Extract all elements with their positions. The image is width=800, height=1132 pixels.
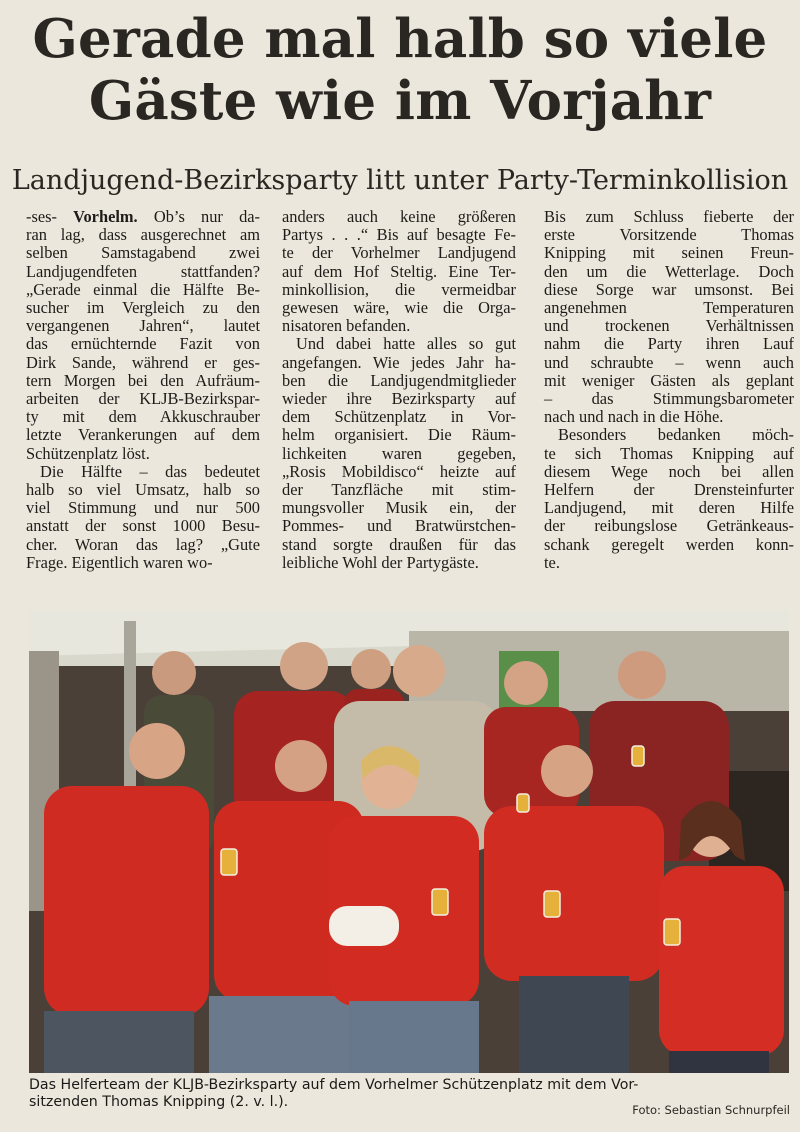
body-text-line xyxy=(282,263,516,281)
body-text-line xyxy=(26,244,260,262)
body-text-line xyxy=(282,426,516,444)
text-segment: Knipping mit seinen Freun- xyxy=(544,243,794,263)
body-text-line xyxy=(544,536,794,554)
text-segment: „Rosis Mobildisco“ heizte auf xyxy=(282,461,516,481)
body-text-line xyxy=(544,554,794,572)
body-text-line xyxy=(26,281,260,299)
body-text-line xyxy=(26,445,260,463)
text-segment: minkollision, die vermeidbar xyxy=(282,279,516,299)
text-segment: stand sorgte draußen für das xyxy=(282,534,516,554)
text-segment: und trockenen Verhältnissen xyxy=(544,316,794,336)
body-text-line xyxy=(544,481,794,499)
text-segment: das ernüchternde Fazit von xyxy=(26,334,260,354)
text-segment: Die Hälfte – das bedeutet xyxy=(40,461,260,481)
text-segment: -ses- xyxy=(26,207,74,226)
text-segment: ran lag, dass ausgerechnet am xyxy=(26,225,260,245)
text-segment: diese Sorge war umsonst. Bei xyxy=(544,279,794,299)
body-text-line xyxy=(282,208,516,226)
body-text-line xyxy=(544,317,794,335)
text-segment: lichkeiten waren gegeben, xyxy=(282,443,516,463)
text-segment: der reibungslose Getränkeaus- xyxy=(544,516,794,536)
text-segment: „Gerade einmal die Hälfte Be- xyxy=(26,279,260,299)
body-text-line xyxy=(282,554,516,572)
body-text-line xyxy=(26,499,260,517)
body-text-line xyxy=(282,281,516,299)
body-text-line xyxy=(26,226,260,244)
text-segment: Helfern der Drensteinfurter xyxy=(544,480,794,500)
text-segment: diesem Wege noch bei allen xyxy=(544,461,794,481)
text-segment: auf dem Hof Steltig. Eine Ter- xyxy=(282,261,516,281)
body-text-line xyxy=(26,390,260,408)
body-text-line xyxy=(544,372,794,390)
body-text-line xyxy=(26,408,260,426)
text-segment: vergangenen Jahren“, lautet xyxy=(26,316,260,336)
group-photo xyxy=(29,611,789,1073)
text-segment: helm organisiert. Die Räum- xyxy=(282,425,516,445)
text-segment: nisatoren befanden. xyxy=(282,316,411,336)
text-segment: viel Stimmung und nur 500 xyxy=(26,498,260,518)
caption-line-1: Das Helferteam der KLJB-Bezirksparty auf dem Vorhelmer Schützenplatz mit dem Vor- xyxy=(29,1077,639,1093)
text-segment: cher. Woran das lag? „Gute xyxy=(26,534,260,554)
text-segment: den um die Wetterlage. Doch xyxy=(544,261,794,281)
body-text-line xyxy=(544,263,794,281)
body-text-line xyxy=(26,335,260,353)
body-text-line xyxy=(544,354,794,372)
text-segment: schank geregelt werden konn- xyxy=(544,534,794,554)
body-text-line xyxy=(26,263,260,281)
text-segment: Landjugend, mit deren Hilfe xyxy=(544,498,794,518)
body-text-line xyxy=(282,517,516,535)
body-text-line xyxy=(282,335,516,353)
text-segment: Landjugendfeten stattfanden? xyxy=(26,261,260,281)
body-text-line xyxy=(26,317,260,335)
body-text-line xyxy=(282,536,516,554)
text-segment: Und dabei hatte alles so gut xyxy=(296,334,516,354)
caption-line-2: sitzenden Thomas Knipping (2. v. l.). xyxy=(29,1094,289,1110)
body-text-line xyxy=(282,317,516,335)
text-segment: und schraubte – wenn auch xyxy=(544,352,794,372)
text-segment: arbeiten der KLJB-Bezirkspar- xyxy=(26,389,260,409)
text-segment: selben Samstagabend zwei xyxy=(26,243,260,263)
headline-line-2: Gäste wie im Vorjahr xyxy=(88,70,712,132)
body-text-line xyxy=(544,299,794,317)
body-column-3 xyxy=(544,208,794,572)
text-segment: halb so viel Umsatz, halb so xyxy=(26,480,260,500)
body-column-2 xyxy=(282,208,516,572)
body-text-line xyxy=(282,481,516,499)
body-text-line xyxy=(282,499,516,517)
body-text-line xyxy=(26,463,260,481)
body-text-line xyxy=(282,463,516,481)
text-segment: nach und nach in die Höhe. xyxy=(544,407,724,427)
body-text-line xyxy=(544,426,794,444)
text-segment: ty mit dem Akkuschrauber xyxy=(26,407,260,427)
body-text-line xyxy=(282,244,516,262)
text-segment: gewesen wäre, wie die Orga- xyxy=(282,298,516,318)
body-text-line xyxy=(282,408,516,426)
text-segment: angefangen. Wie jedes Jahr ha- xyxy=(282,352,516,372)
text-segment: te. xyxy=(544,552,560,572)
body-text-line xyxy=(26,372,260,390)
body-text-line xyxy=(544,335,794,353)
text-segment: ben die Landjugendmitglieder xyxy=(282,370,516,390)
text-segment: te der Vorhelmer Landjugend xyxy=(282,243,516,263)
text-segment: letzte Verankerungen auf dem xyxy=(26,425,260,445)
text-segment: Schützenplatz löst. xyxy=(26,443,150,463)
body-text-line xyxy=(544,208,794,226)
text-segment: leibliche Wohl der Partygäste. xyxy=(282,552,479,572)
body-text-line xyxy=(544,517,794,535)
body-text-line xyxy=(544,390,794,408)
text-segment: anders auch keine größeren xyxy=(282,207,516,226)
body-text-line xyxy=(544,463,794,481)
text-segment: Ob’s nur da- xyxy=(137,207,260,226)
text-segment: der Tanzfläche mit stim- xyxy=(282,480,516,500)
text-segment: Frage. Eigentlich waren wo- xyxy=(26,552,213,572)
text-segment: Bis zum Schluss fieberte der xyxy=(544,207,794,226)
text-segment: Partys . . .“ Bis auf besagte Fe- xyxy=(282,225,516,245)
text-segment: Besonders bedanken möch- xyxy=(558,425,794,445)
text-segment: dem Schützenplatz in Vor- xyxy=(282,407,516,427)
body-text-line xyxy=(26,299,260,317)
text-segment: mit weniger Gästen als geplant xyxy=(544,370,794,390)
text-segment: – das Stimmungsbarometer xyxy=(544,389,794,409)
body-text-line xyxy=(26,354,260,372)
body-text-line xyxy=(544,408,794,426)
text-segment: tern Morgen bei den Aufräum- xyxy=(26,370,260,390)
dateline: Vorhelm. xyxy=(73,207,138,226)
body-text-line xyxy=(544,499,794,517)
body-text-line xyxy=(26,426,260,444)
body-text-line xyxy=(26,208,260,226)
text-segment: angenehmen Temperaturen xyxy=(544,298,794,318)
text-segment: Pommes- und Bratwürstchen- xyxy=(282,516,516,536)
body-text-line xyxy=(26,481,260,499)
headline-line-1: Gerade mal halb so viele xyxy=(32,8,768,70)
text-segment: anstatt der sonst 1000 Besu- xyxy=(26,516,260,536)
body-text-line xyxy=(544,244,794,262)
body-text-line xyxy=(544,281,794,299)
text-segment: wieder ihre Bezirksparty auf xyxy=(282,389,516,409)
body-text-line xyxy=(26,517,260,535)
body-text-line xyxy=(282,299,516,317)
text-segment: mungsvoller Musik ein, der xyxy=(282,498,516,518)
article-headline xyxy=(0,8,800,132)
body-text-line xyxy=(544,226,794,244)
article-subheadline: Landjugend-Bezirksparty litt unter Party-Terminkollision xyxy=(11,165,789,196)
body-text-line xyxy=(282,390,516,408)
body-text-line xyxy=(282,354,516,372)
article-body xyxy=(26,208,794,604)
body-column-1 xyxy=(26,208,260,572)
photo-credit: Foto: Sebastian Schnurpfeil xyxy=(632,1103,790,1117)
text-segment: nahm die Party ihren Lauf xyxy=(544,334,794,354)
body-text-line xyxy=(26,554,260,572)
body-text-line xyxy=(26,536,260,554)
text-segment: sucher im Vergleich zu den xyxy=(26,298,260,318)
text-segment: erste Vorsitzende Thomas xyxy=(544,225,794,245)
text-segment: Dirk Sande, während er ges- xyxy=(26,352,260,372)
text-segment: te sich Thomas Knipping auf xyxy=(544,443,794,463)
body-text-line xyxy=(282,372,516,390)
body-text-line xyxy=(282,445,516,463)
body-text-line xyxy=(544,445,794,463)
body-text-line xyxy=(282,226,516,244)
